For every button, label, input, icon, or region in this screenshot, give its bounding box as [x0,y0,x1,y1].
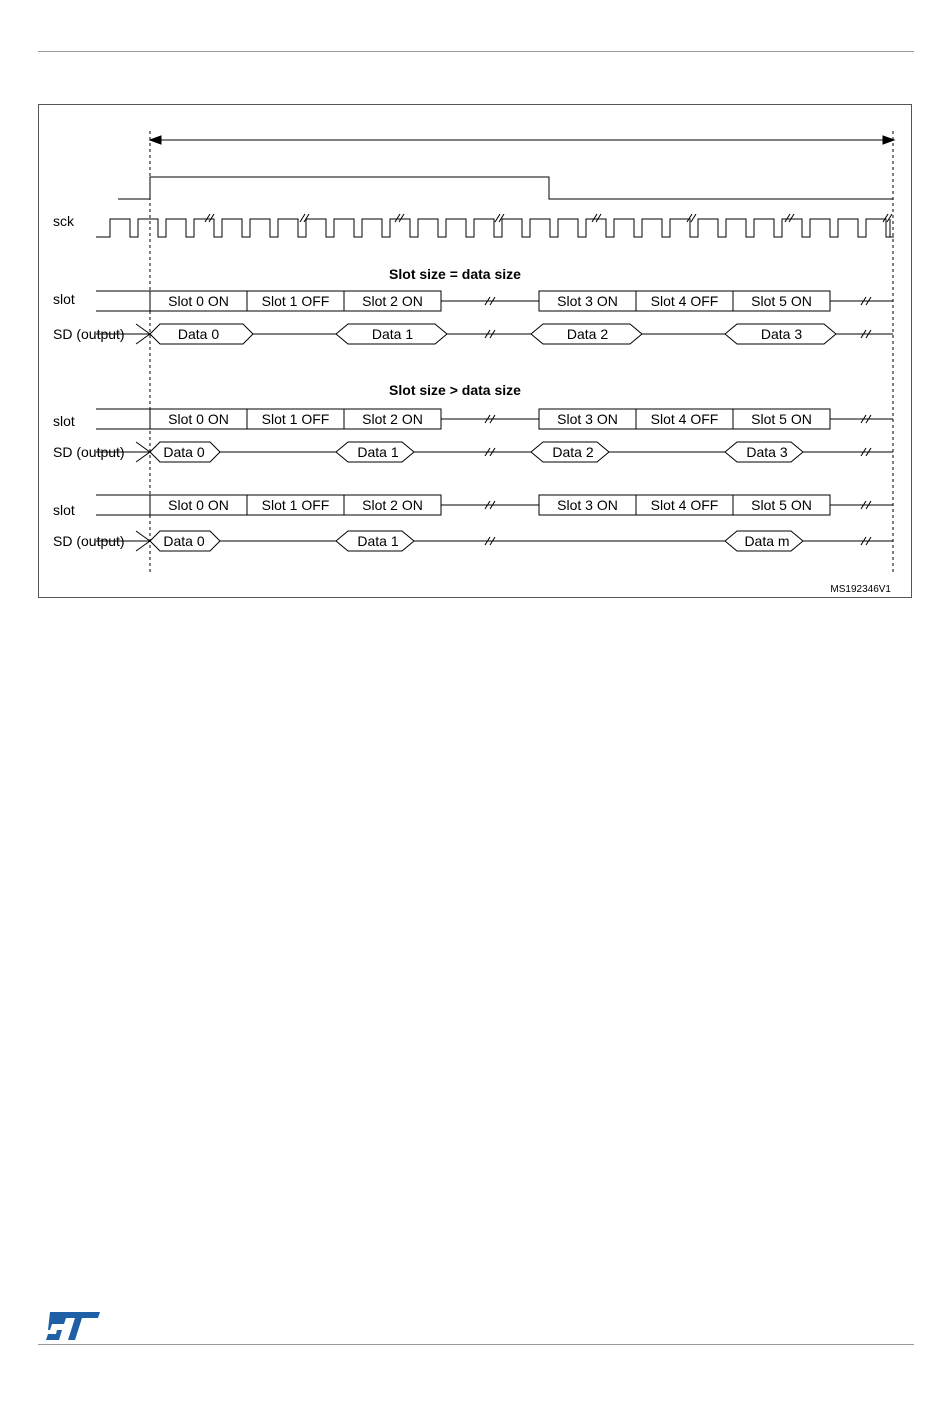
data-word-label: Data 3 [760,326,803,342]
clock-break-mark [205,214,214,222]
slot-label: Slot 4 OFF [650,293,719,309]
clock-break-mark [395,214,404,222]
section-1-heading: Slot size = data size [389,266,521,282]
sd-output-label-3: SD (output) [53,533,125,549]
section-2-heading: Slot size > data size [389,382,521,398]
slot-label: Slot 4 OFF [650,497,719,513]
slot-label: Slot 3 ON [557,411,618,427]
slot-label-1: slot [53,291,75,307]
st-logo [44,1310,102,1342]
slot-label: Slot 5 ON [751,411,812,427]
slot-label: Slot 0 ON [168,411,229,427]
data-word-label: Data 0 [163,444,205,460]
clock-break-mark [785,214,794,222]
slot-label: Slot 1 OFF [261,497,330,513]
timing-diagram [0,0,950,600]
sd-output-label-1: SD (output) [53,326,125,342]
frame-sync-waveform [118,177,893,199]
sd-output-label-2: SD (output) [53,444,125,460]
slot-label: Slot 1 OFF [261,293,330,309]
frame-arrow-left-head [150,136,161,144]
slot-label: Slot 2 ON [362,411,423,427]
slot-label: Slot 0 ON [168,497,229,513]
bottom-rule [38,1344,914,1345]
data-word-label: Data 2 [552,444,594,460]
data-word-label: Data 1 [357,444,399,460]
slot-label: Slot 2 ON [362,497,423,513]
clock-break-mark [592,214,601,222]
clock-break-mark [687,214,696,222]
slot-label: Slot 4 OFF [650,411,719,427]
clock-break-mark [300,214,309,222]
data-word-label: Data 0 [177,326,220,342]
data-word-label: Data 0 [163,533,205,549]
data-word-label: Data 1 [357,533,399,549]
clock-break-mark [883,214,892,222]
data-word-label: Data 1 [371,326,414,342]
data-word-label: Data 2 [566,326,609,342]
clock-break-mark [495,214,504,222]
slot-label: Slot 2 ON [362,293,423,309]
slot-label: Slot 1 OFF [261,411,330,427]
slot-label-2: slot [53,413,75,429]
slot-label: Slot 5 ON [751,293,812,309]
sck-label: sck [53,213,74,229]
data-word-label: Data 3 [746,444,788,460]
slot-label-3: slot [53,502,75,518]
figure-reference: MS192346V1 [830,584,891,595]
slot-label: Slot 3 ON [557,497,618,513]
data-word-label: Data m [744,533,790,549]
slot-label: Slot 3 ON [557,293,618,309]
slot-label: Slot 0 ON [168,293,229,309]
frame-arrow-right-head [883,136,894,144]
slot-label: Slot 5 ON [751,497,812,513]
